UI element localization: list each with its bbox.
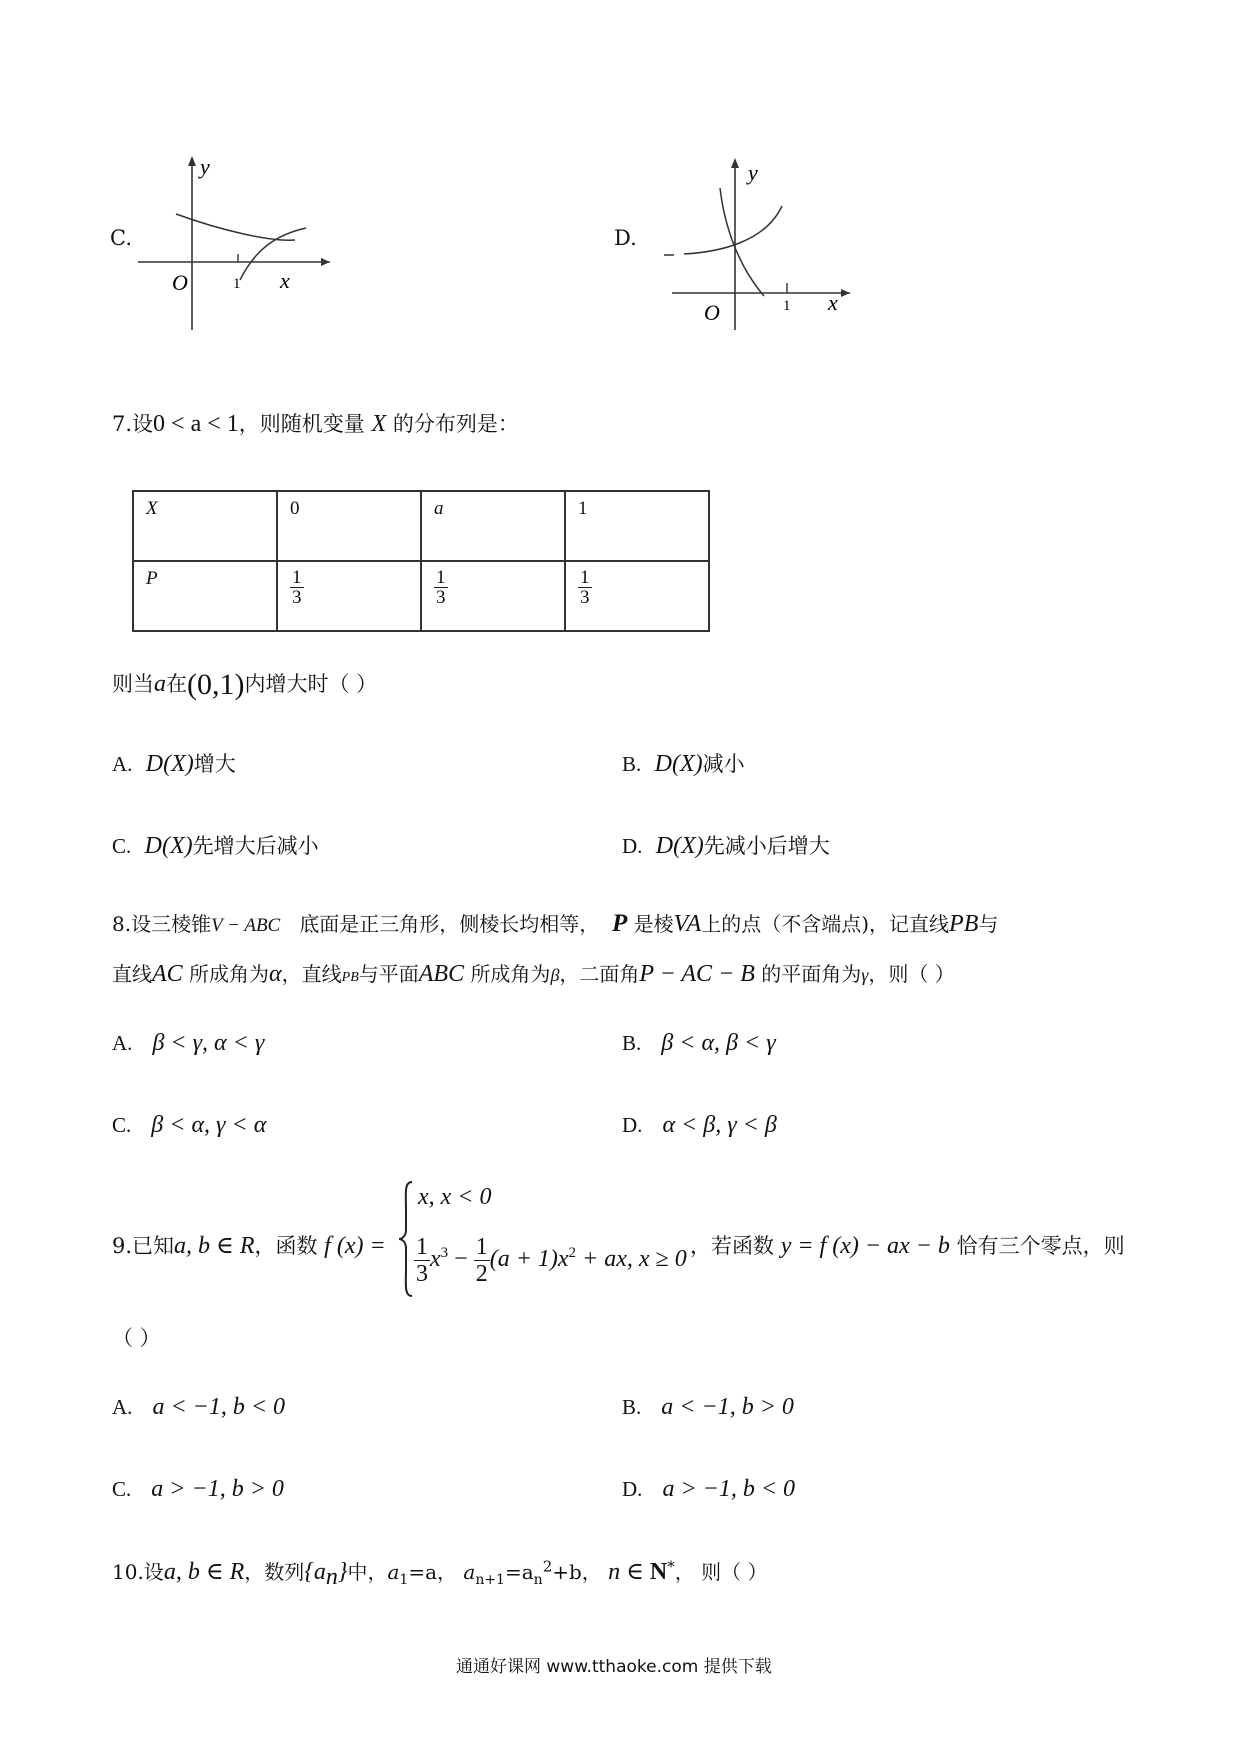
q8-stem-line1: 8.设三棱锥V − ABC 底面是正三角形，侧棱长均相等， P 是棱VA上的点（不含端点)，记直线PB与 — [112, 910, 999, 937]
x-arrow-icon — [841, 289, 850, 297]
table-cell: a — [421, 491, 565, 561]
table-cell: X — [133, 491, 277, 561]
graph-option-c — [130, 150, 330, 335]
q9-prefix: 9.已知a, b ∈ R，函数 f (x) = — [112, 1233, 386, 1259]
q8-option-b[interactable]: B. β < α, β < γ — [622, 1030, 776, 1056]
q9-option-c[interactable]: C. a > −1, b > 0 — [112, 1476, 284, 1502]
fraction: $\frac{1}{3}$ — [580, 567, 590, 608]
tick-label: 1 — [233, 276, 241, 292]
y-arrow-icon — [731, 158, 739, 168]
table-cell: 1 — [565, 491, 709, 561]
table-cell: P — [133, 561, 277, 631]
q9-option-d[interactable]: D. a > −1, b < 0 — [622, 1476, 796, 1502]
q8-stem-line2: 直线AC 所成角为α，直线PB与平面ABC 所成角为β，二面角P − AC − B 的平面角为γ，则（ ） — [112, 961, 955, 987]
table-cell: 0 — [277, 491, 421, 561]
q9-condition: ，若函数 y = f (x) − ax − b 恰有三个零点，则 — [690, 1233, 1125, 1259]
q9-option-a[interactable]: A. a < −1, b < 0 — [112, 1394, 286, 1420]
page-footer: 通通好课网 www.tthaoke.com 提供下载 — [456, 1657, 772, 1677]
piecewise-brace-icon — [398, 1180, 414, 1298]
option-c-label: C. — [110, 226, 132, 250]
table-row — [133, 561, 709, 631]
piecewise-case-1: x, x < 0 — [418, 1184, 492, 1210]
fraction: $\frac{1}{2}$ — [475, 1234, 488, 1287]
fraction: $\frac{1}{3}$ — [436, 567, 446, 608]
q7-option-c[interactable]: C. D(X)先增大后减小 — [112, 833, 319, 859]
q10-stem: 10.设a, b ∈ R，数列$\{a_n\}$中，$a_1=a$， $a_{n+1}=a_n^2+b$， n ∈ N*， 则（ ） — [112, 1557, 768, 1590]
option-d-label: D. — [614, 226, 637, 250]
y-label: y — [200, 154, 210, 179]
table-cell — [277, 561, 421, 631]
q7-stem: 7.设0 < a < 1，则随机变量 X 的分布列是： — [112, 411, 519, 437]
fraction: $\frac{1}{3}$ — [416, 1234, 428, 1287]
y-arrow-icon — [188, 156, 196, 166]
q9-option-b[interactable]: B. a < −1, b > 0 — [622, 1394, 794, 1420]
x-label: x — [280, 268, 290, 293]
q9-answer-blank: （ ） — [112, 1326, 161, 1350]
q7-option-d[interactable]: D. D(X)先减小后增大 — [622, 833, 830, 859]
q8-option-d[interactable]: D. α < β, γ < β — [622, 1112, 777, 1138]
tick-label: 1 — [783, 298, 791, 314]
origin-label: O — [172, 270, 188, 295]
q7-option-a[interactable]: A. D(X)增大 — [112, 751, 236, 777]
q7-option-b[interactable]: B. D(X)减小 — [622, 751, 745, 777]
distribution-table — [132, 490, 710, 632]
q7-followup: 则当a在(0,1)内增大时（ ） — [112, 668, 378, 701]
x-label: x — [828, 290, 838, 315]
table-cell — [421, 561, 565, 631]
origin-label: O — [704, 300, 720, 325]
y-label: y — [748, 160, 758, 185]
increasing-curve — [664, 206, 782, 255]
table-row — [133, 491, 709, 561]
table-cell — [565, 561, 709, 631]
q8-option-a[interactable]: A. β < γ, α < γ — [112, 1030, 265, 1056]
decreasing-curve — [176, 214, 295, 240]
piecewise-case-2: $\frac{1}{3}$ $x^3$ − $\frac{1}{2}$ $(a + 1)x^2$ + ax, x ≥ 0 — [416, 1234, 687, 1287]
graph-option-d — [660, 150, 860, 335]
x-arrow-icon — [321, 258, 330, 266]
q8-option-c[interactable]: C. β < α, γ < α — [112, 1112, 267, 1138]
fraction: $\frac{1}{3}$ — [292, 567, 302, 608]
